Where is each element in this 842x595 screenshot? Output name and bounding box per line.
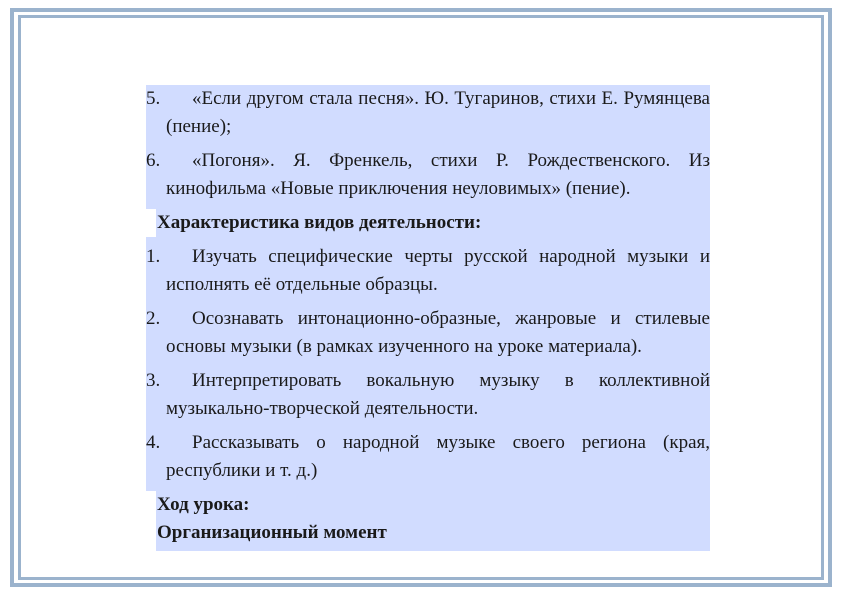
item-number: 5.: [146, 88, 161, 109]
moment-heading: Организационный момент: [156, 519, 710, 551]
list-item: [146, 147, 710, 203]
moment-heading-row: [146, 519, 710, 551]
item-number: 2.: [146, 308, 161, 329]
item-text: Изучать специфические черты русской народной музыки и исполнять её отдельные образцы.: [166, 246, 710, 295]
activities-heading: Характеристика видов деятельности:: [156, 209, 710, 237]
item-number: 3.: [146, 370, 161, 391]
item-number: 4.: [146, 432, 161, 453]
lesson-heading-row: [146, 491, 710, 519]
activities-heading-row: [146, 209, 710, 237]
list-item: [146, 85, 710, 141]
item-text: «Погоня». Я. Френкель, стихи Р. Рождественского. Из кинофильма «Новые приключения неуловимых» (пение).: [166, 150, 710, 199]
item-text: Рассказывать о народной музыке своего региона (края, республики и т. д.): [166, 432, 710, 481]
slide-content: [146, 85, 710, 551]
list-item: [146, 305, 710, 361]
list-item: [146, 243, 710, 299]
item-text: «Если другом стала песня». Ю. Тугаринов, стихи Е. Румянцева (пение);: [166, 88, 710, 137]
item-number: 6.: [146, 150, 161, 171]
item-text: Интерпретировать вокальную музыку в коллективной музыкально-творческой деятельности.: [166, 370, 710, 419]
list-item: [146, 367, 710, 423]
item-number: 1.: [146, 246, 161, 267]
lesson-heading: Ход урока:: [156, 491, 710, 519]
list-item: [146, 429, 710, 485]
item-text: Осознавать интонационно-образные, жанровые и стилевые основы музыки (в рамках изученного на уроке материала).: [166, 308, 710, 357]
